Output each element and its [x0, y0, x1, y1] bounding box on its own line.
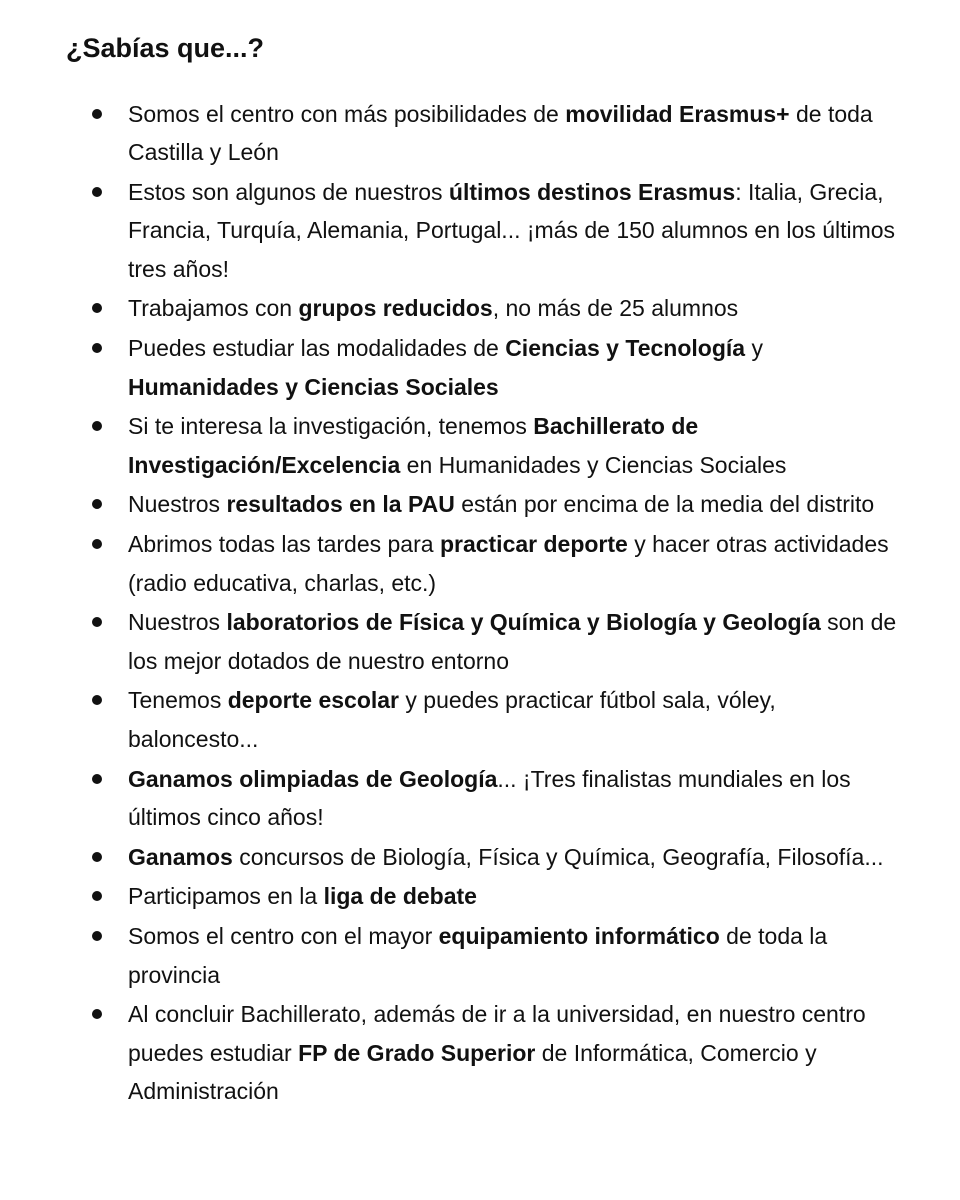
list-item [66, 485, 906, 523]
item-text: Tenemos [128, 687, 228, 714]
item-text: Trabajamos con [128, 295, 299, 322]
list-item [66, 995, 906, 1110]
item-highlight: liga de debate [323, 883, 477, 910]
item-text: Somos el centro con el mayor [128, 923, 439, 950]
item-highlight: Humanidades y Ciencias Sociales [128, 373, 499, 400]
item-text: y puedes practicar fútbol sala, vóley, baloncesto... [128, 687, 776, 752]
item-text: Si te interesa la investigación, tenemos [128, 413, 534, 440]
item-text: Puedes estudiar las modalidades de [128, 335, 506, 362]
item-text: , no más de 25 alumnos [492, 295, 739, 322]
item-highlight: grupos reducidos [298, 295, 493, 322]
item-text: Nuestros [128, 609, 227, 636]
item-text: de toda la provincia [128, 923, 828, 988]
item-text: de toda Castilla y León [128, 101, 873, 166]
item-text: Al concluir Bachillerato, además de ir a la universidad, en nuestro centro puedes estudiar [128, 1001, 866, 1066]
list-item [66, 838, 906, 876]
item-text: concursos de Biología, Física y Química, Geografía, Filosofía... [232, 843, 884, 870]
item-highlight: Bachillerato de Investigación/Excelencia [128, 413, 699, 478]
item-highlight: laboratorios de Física y Química y Biología y Geología [226, 609, 821, 636]
list-item [66, 877, 906, 915]
facts-list [66, 95, 906, 1110]
item-text: en Humanidades y Ciencias Sociales [400, 451, 787, 478]
list-item [66, 760, 906, 837]
item-highlight: movilidad Erasmus+ [565, 101, 790, 127]
item-text: Participamos en la [128, 883, 324, 910]
list-item [66, 95, 906, 172]
item-text: Somos el centro con más posibilidades de [128, 101, 566, 127]
item-text: ... ¡Tres finalistas mundiales en los últimos cinco años! [128, 765, 851, 830]
item-text: son de los mejor dotados de nuestro entorno [128, 609, 897, 674]
item-highlight: equipamiento informático [438, 923, 720, 950]
item-text: Abrimos todas las tardes para [128, 531, 440, 558]
list-item [66, 329, 906, 406]
item-text: : Italia, Grecia, Francia, Turquía, Alemania, Portugal... ¡más de 150 alumnos en los últimos tres años! [128, 179, 896, 282]
page-title: ¿Sabías que...? [66, 33, 265, 63]
item-text: Estos son algunos de nuestros [128, 179, 449, 206]
item-highlight: resultados en la PAU [226, 491, 455, 518]
item-text: de Informática, Comercio y Administración [128, 1039, 817, 1104]
item-highlight: deporte escolar [227, 687, 400, 714]
item-highlight: Ganamos [128, 843, 233, 870]
item-text: Nuestros [128, 491, 227, 518]
item-highlight: últimos destinos Erasmus [448, 179, 736, 206]
list-item [66, 681, 906, 758]
item-text: están por encima de la media del distrito [454, 491, 875, 518]
list-item [66, 173, 906, 288]
item-highlight: practicar deporte [439, 531, 628, 558]
item-highlight: Ciencias y Tecnología [505, 335, 746, 362]
item-text: y [745, 335, 763, 362]
item-text: y hacer otras actividades (radio educativa, charlas, etc.) [128, 531, 889, 596]
list-item [66, 289, 906, 327]
list-item [66, 525, 906, 602]
item-highlight: Ganamos olimpiadas de Geología [128, 765, 498, 792]
list-item [66, 917, 906, 994]
item-highlight: FP de Grado Superior [298, 1039, 536, 1066]
list-item [66, 407, 906, 484]
list-item [66, 603, 906, 680]
